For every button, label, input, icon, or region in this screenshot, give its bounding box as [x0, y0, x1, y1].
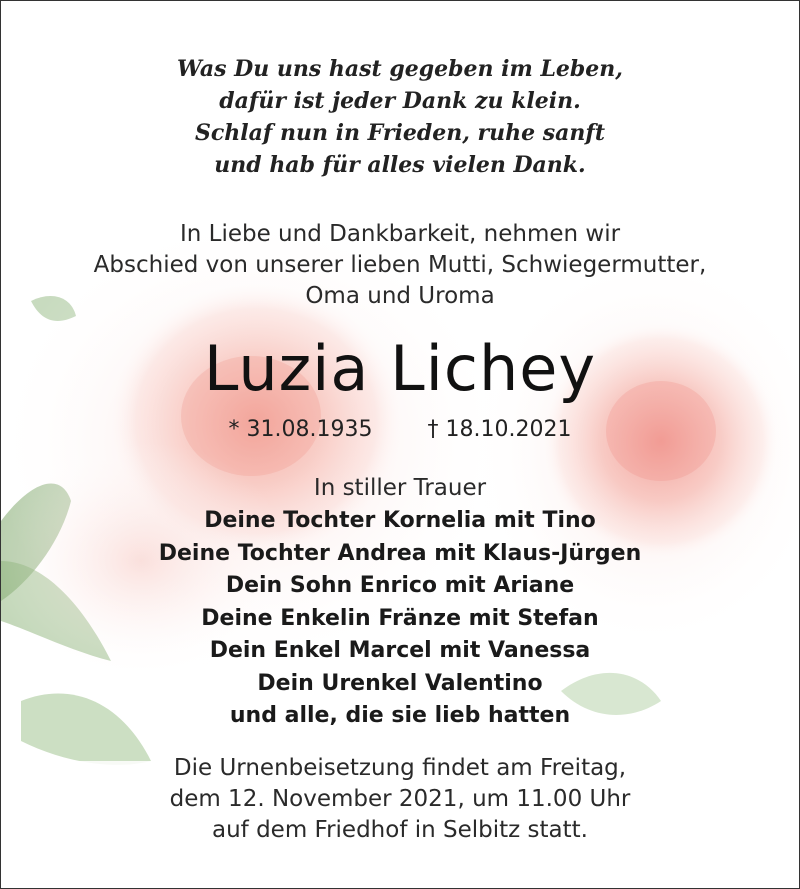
mourning-heading: In stiller Trauer: [313, 475, 487, 501]
poem-line: Schlaf nun in Frieden, ruhe sanft: [194, 120, 606, 146]
mourner-line: Deine Tochter Kornelia mit Tino: [204, 508, 596, 533]
mourners-list: [1, 505, 799, 733]
notice-line: auf dem Friedhof in Selbitz statt.: [211, 817, 588, 843]
mourner-line: Deine Tochter Andrea mit Klaus-Jürgen: [158, 540, 642, 566]
death-date: † 18.10.2021: [427, 417, 572, 442]
mourner-line: Dein Sohn Enrico mit Ariane: [225, 573, 575, 598]
intro-line: Oma und Uroma: [305, 283, 495, 309]
poem: [1, 53, 799, 181]
mourner-line: Dein Enkel Marcel mit Vanessa: [209, 638, 591, 663]
intro-line: Abschied von unserer lieben Mutti, Schwiegermutter,: [93, 252, 707, 278]
deceased-name: Luzia Lichey: [203, 332, 597, 405]
intro-line: In Liebe und Dankbarkeit, nehmen wir: [179, 221, 621, 247]
notice-line: Die Urnenbeisetzung findet am Freitag,: [173, 755, 627, 781]
funeral-notice: [1, 753, 799, 846]
notice-line: dem 12. November 2021, um 11.00 Uhr: [169, 786, 631, 812]
poem-line: Was Du uns hast gegeben im Leben,: [177, 56, 623, 82]
intro-text: [1, 219, 799, 312]
life-dates: [1, 415, 799, 445]
birth-date: * 31.08.1935: [228, 417, 373, 442]
poem-line: und hab für alles vielen Dank.: [214, 152, 586, 178]
mourner-line: Deine Enkelin Fränze mit Stefan: [201, 605, 599, 631]
poem-line: dafür ist jeder Dank zu klein.: [219, 88, 581, 114]
mourner-line: Dein Urenkel Valentino: [257, 670, 543, 696]
mourner-line: und alle, die sie lieb hatten: [229, 703, 571, 728]
